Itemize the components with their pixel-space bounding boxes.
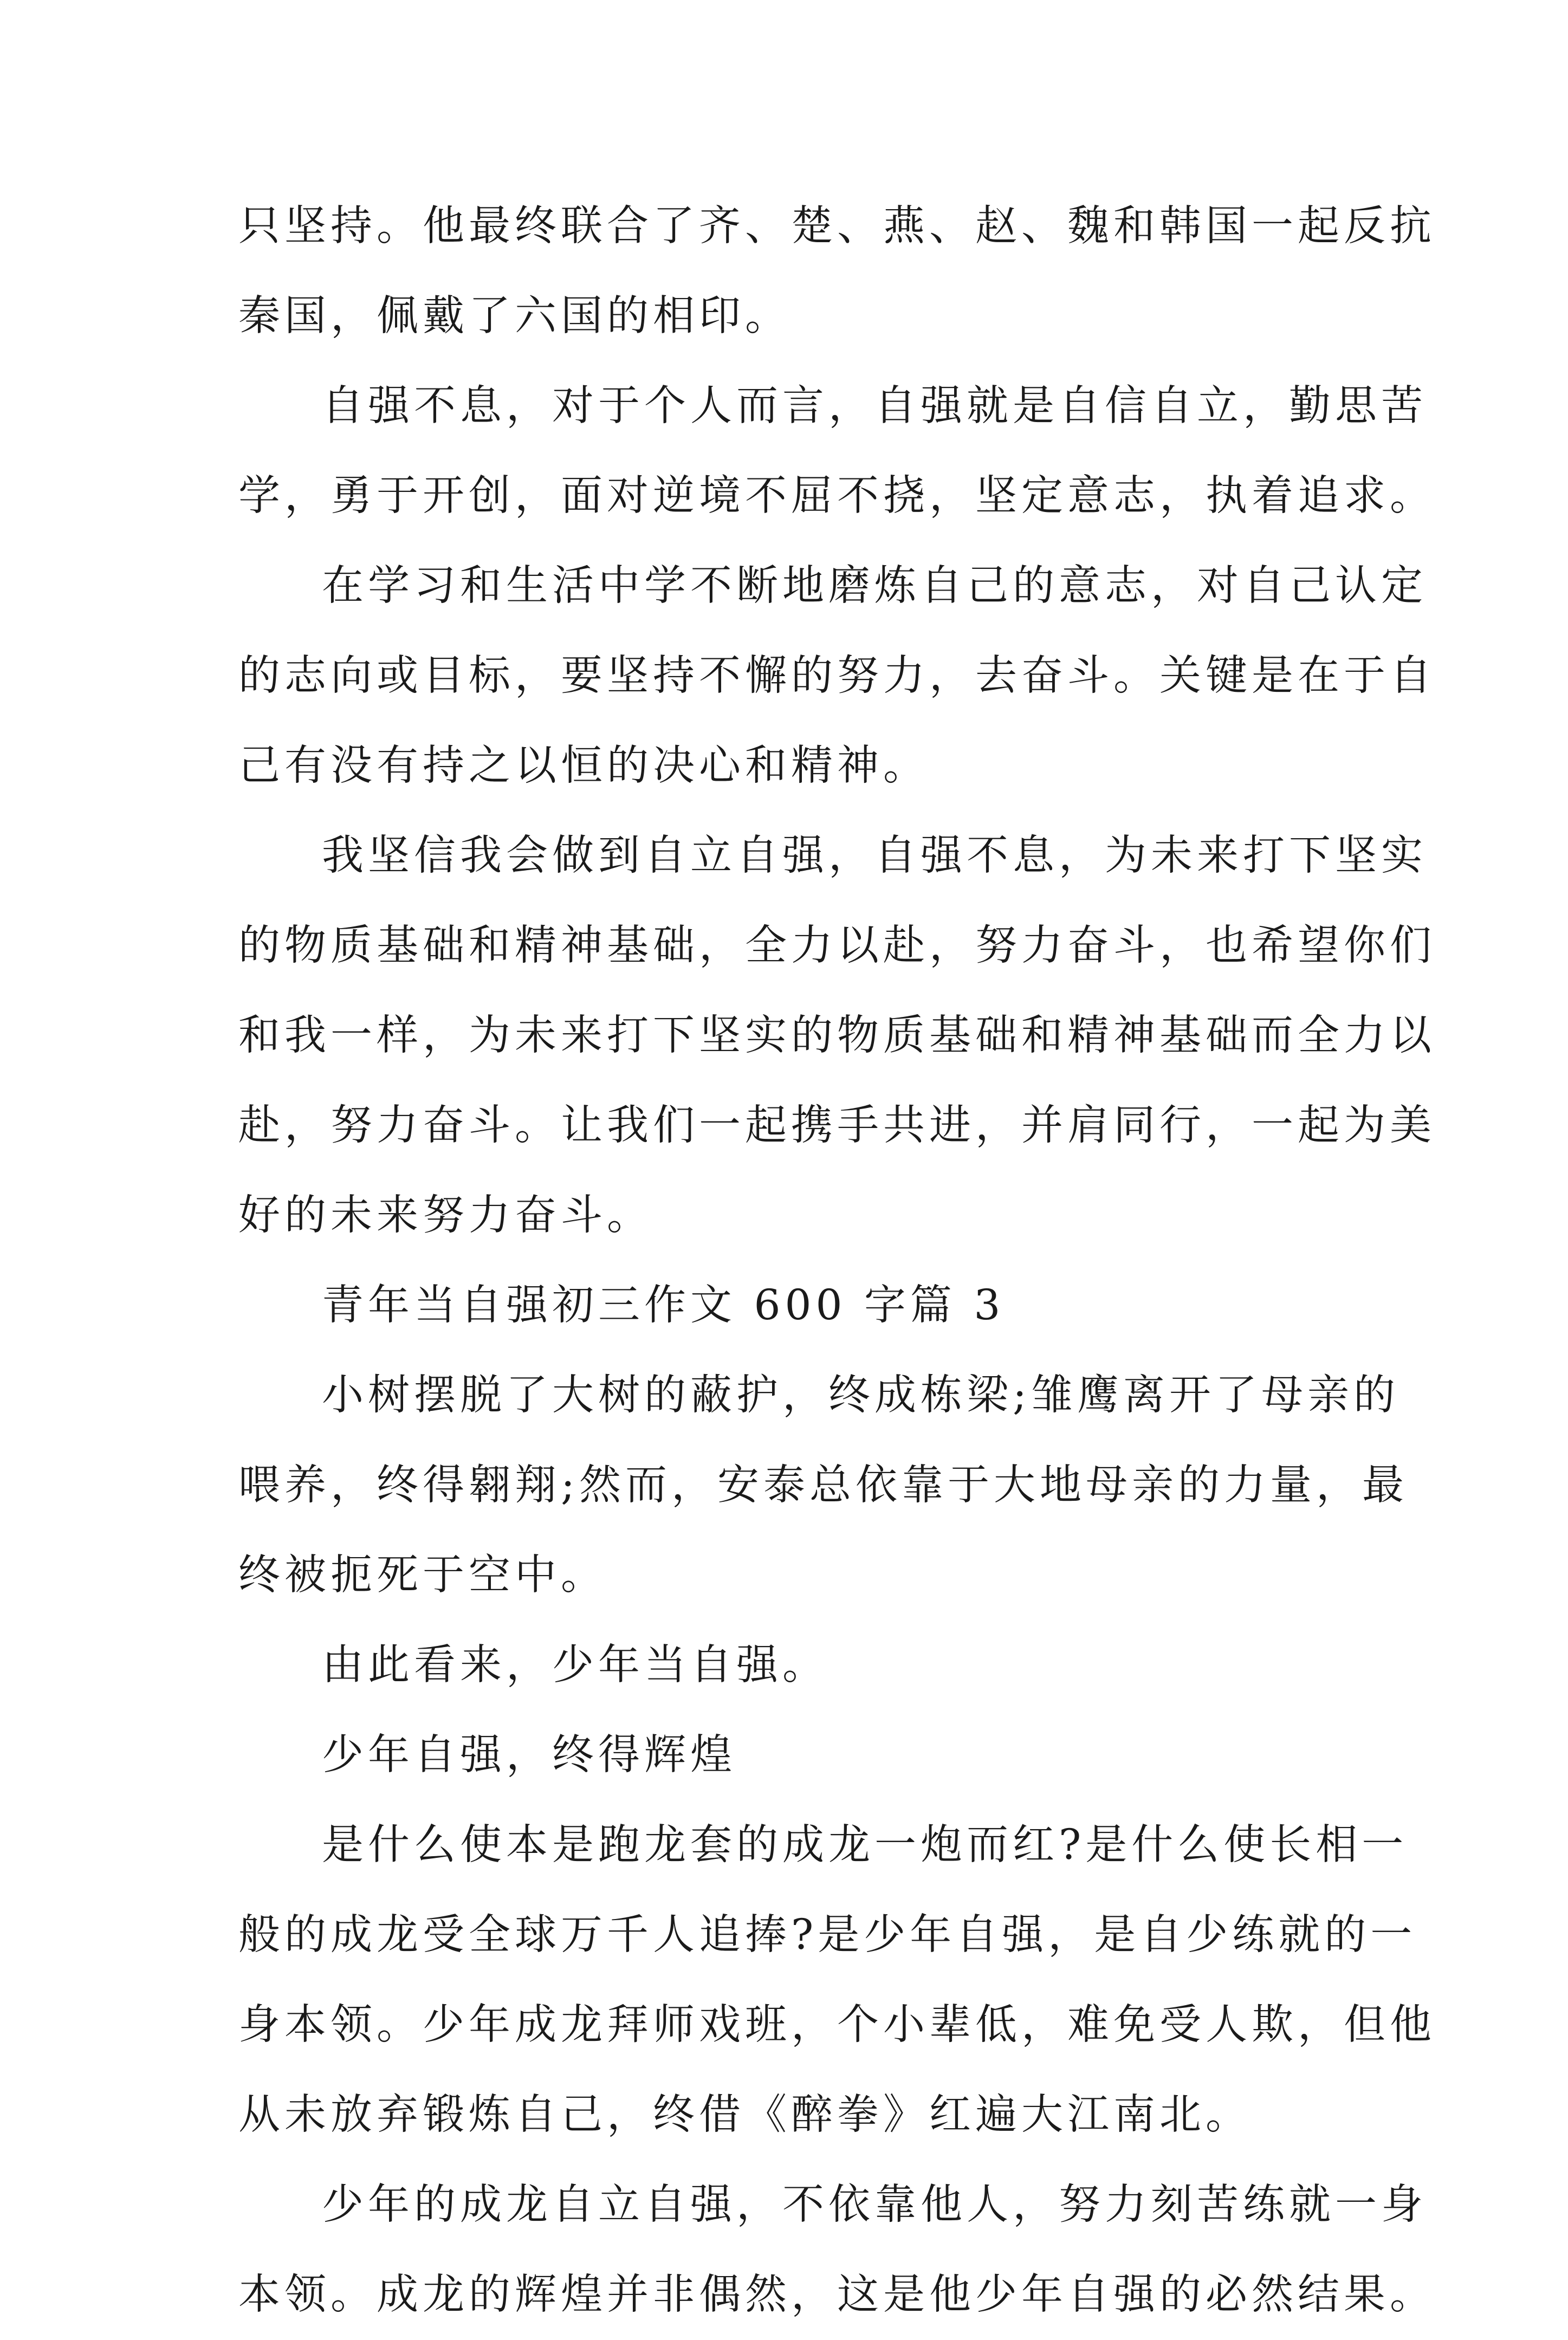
text-line: 的志向或目标，要坚持不懈的努力，去奋斗。关键是在于自 [238, 652, 1436, 700]
heading-text: 青年当自强初三作文 600 字篇 3 [322, 1281, 1005, 1330]
paragraph-7 [238, 1621, 1338, 1710]
text-line: 少年自强，终得辉煌 [322, 1731, 736, 1779]
paragraph-8 [238, 1710, 1338, 1800]
text-line: 只坚持。他最终联合了齐、楚、燕、赵、魏和韩国一起反抗 [238, 202, 1436, 250]
text-line: 的物质基础和精神基础，全力以赴，努力奋斗，也希望你们 [238, 922, 1436, 970]
text-line: 少年的成龙自立自强，不依靠他人，努力刻苦练就一身 [322, 2181, 1427, 2229]
paragraph-9 [238, 1800, 1436, 2160]
text-line: 从未放弃锻炼自己，终借《醉拳》红遍大江南北。 [238, 2091, 1252, 2139]
text-line: 由此看来，少年当自强。 [322, 1641, 828, 1689]
text-line: 好的未来努力奋斗。 [238, 1191, 653, 1240]
text-line: 小树摆脱了大树的蔽护，终成栋梁;雏鹰离开了母亲的 [322, 1371, 1399, 1419]
section-heading [238, 1261, 1338, 1351]
text-line: 秦国，佩戴了六国的相印。 [238, 292, 791, 340]
text-line: 身本领。少年成龙拜师戏班，个小辈低，难免受人欺，但他 [238, 2001, 1436, 2049]
text-line: 和我一样，为未来打下坚实的物质基础和精神基础而全力以 [238, 1012, 1436, 1060]
text-line: 赴，努力奋斗。让我们一起携手共进，并肩同行，一起为美 [238, 1101, 1436, 1150]
text-line: 己有没有持之以恒的决心和精神。 [238, 742, 929, 790]
text-line: 学，勇于开创，面对逆境不屈不挠，坚定意志，执着追求。 [238, 472, 1436, 520]
paragraph-4 [238, 811, 1436, 1261]
text-line: 在学习和生活中学不断地磨炼自己的意志，对自己认定 [322, 562, 1427, 610]
text-line: 喂养，终得翱翔;然而，安泰总依靠于大地母亲的力量，最 [238, 1461, 1408, 1509]
paragraph-1 [238, 182, 1436, 361]
paragraph-6 [238, 1351, 1408, 1621]
text-line: 我坚信我会做到自立自强，自强不息，为未来打下坚实 [322, 832, 1427, 880]
paragraph-10 [238, 2160, 1436, 2340]
text-line: 般的成龙受全球万千人追捧?是少年自强，是自少练就的一 [238, 1911, 1417, 1959]
text-line: 本领。成龙的辉煌并非偶然，这是他少年自强的必然结果。 [238, 2271, 1436, 2319]
text-line: 自强不息，对于个人而言，自强就是自信自立，勤思苦 [322, 382, 1427, 430]
paragraph-3 [238, 541, 1436, 811]
text-line: 是什么使本是跑龙套的成龙一炮而红?是什么使长相一 [322, 1821, 1408, 1869]
text-line: 终被扼死于空中。 [238, 1551, 607, 1599]
document-page [238, 182, 1436, 2340]
paragraph-2 [238, 361, 1436, 541]
